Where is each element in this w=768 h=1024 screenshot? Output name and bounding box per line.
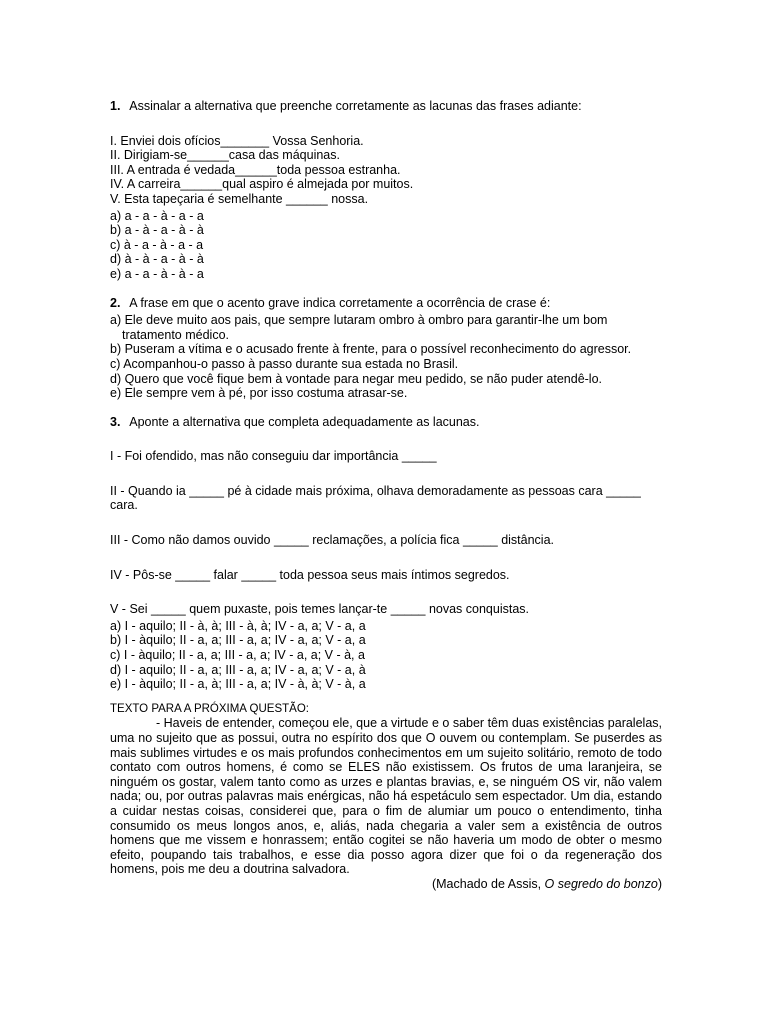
q1-sentence-2: II. Dirigiam-se______casa das máquinas. [110, 148, 340, 163]
q1-option-c: c) à - a - à - a - a [110, 237, 204, 252]
q1-option-d: d) à - à - a - à - à [110, 252, 204, 267]
q3-item-2-continued: cara. [110, 498, 138, 513]
q3-option-b: b) I - àquilo; II - a, a; III - a, a; IV - a, a; V - a, a [110, 633, 366, 648]
q1-sentence-5: V. Esta tapeçaria é semelhante ______ nossa. [110, 191, 369, 206]
q2-option-e: e) Ele sempre vem à pé, por isso costuma atrasar-se. [110, 386, 408, 401]
q3-option-e: e) I - àquilo; II - a, à; III - a, a; IV - à, à; V - à, a [110, 677, 366, 692]
q2-option-b: b) Puseram a vítima e o acusado frente à frente, para o possível reconhecimento do agressor. [110, 342, 632, 357]
q1-option-b: b) a - à - a - à - à [110, 223, 204, 238]
question-2-prompt [110, 296, 662, 311]
q1-option-a: a) a - a - à - a - a [110, 208, 204, 223]
q2-option-a: a) Ele deve muito aos pais, que sempre lutaram ombro à ombro para garantir-lhe um bom [110, 313, 608, 328]
q2-option-d: d) Quero que você fique bem à vontade para negar meu pedido, se não puder atendê-lo. [110, 371, 603, 386]
q2-option-c: c) Acompanhou-o passo à passo durante sua estada no Brasil. [110, 356, 459, 371]
question-1-text: Assinalar a alternativa que preenche corretamente as lacunas das frases adiante: [129, 99, 582, 113]
question-1-prompt [110, 99, 662, 114]
question-3-number: 3. [110, 414, 121, 429]
q1-sentence-3: III. A entrada é vedada______toda pessoa estranha. [110, 162, 401, 177]
q3-option-a: a) I - aquilo; II - à, à; III - à, à; IV - a, a; V - a, a [110, 618, 366, 633]
citation-close: ) [657, 876, 662, 891]
question-2-number: 2. [110, 295, 121, 310]
q3-option-d: d) I - aquilo; II - a, a; III - a, a; IV - a, a; V - a, à [110, 662, 366, 677]
q3-item-3: III - Como não damos ouvido _____ reclamações, a polícia fica _____ distância. [110, 533, 555, 548]
exam-content [110, 99, 662, 892]
passage-heading: TEXTO PARA A PRÓXIMA QUESTÃO: [110, 702, 309, 715]
passage-text [110, 716, 662, 877]
q1-option-e: e) a - a - à - à - a [110, 266, 204, 281]
q3-option-c: c) I - àquilo; II - a, a; III - a, a; IV - a, a; V - à, a [110, 648, 365, 663]
q3-item-2: II - Quando ia _____ pé à cidade mais próxima, olhava demoradamente as pessoas cara _____ [110, 483, 641, 498]
citation-title: O segredo do bonzo [544, 876, 658, 891]
q1-sentence-4: IV. A carreira______qual aspiro é almejada por muitos. [110, 177, 414, 192]
question-1-number: 1. [110, 99, 121, 113]
citation-author: (Machado de Assis, [431, 876, 545, 891]
q2-option-a-continued: tratamento médico. [122, 327, 229, 342]
q3-item-1: I - Foi ofendido, mas não conseguiu dar importância _____ [110, 449, 437, 464]
passage-citation [110, 877, 662, 892]
q3-item-4: IV - Pôs-se _____ falar _____ toda pessoa seus mais íntimos segredos. [110, 567, 510, 582]
q3-item-5: V - Sei _____ quem puxaste, pois temes lançar-te _____ novas conquistas. [110, 602, 530, 617]
question-3-prompt [110, 415, 662, 430]
passage-body: - Haveis de entender, começou ele, que a virtude e o saber têm duas existências paralelas, uma no sujeito que as possui, outra no espírito dos que O ouvem ou contemplam. Se puserdes as mais sublimes virtudes e os mais profundos conhecimentos em um sujeito solitário, remoto de todo contato com outros homens, é como se ELES não existissem. Os frutos de uma laranjeira, se ninguém os gostar, valem tanto como as urzes e plantas bravias, e, se ninguém OS vir, não valem nada; ou, por outras palavras mais enérgicas, não há espetáculo sem espectador. Um dia, estando a cuidar nestas coisas, considerei que, para o fim de alumiar um pouco o entendimento, tinha consumido os meus longos anos, e, aliás, nada chegaria a valer sem a existência de outros homens que me vissem e honrassem; então cogitei se não haveria um modo de obter o mesmo efeito, poupando tais trabalhos, e esse dia posso agora dizer que foi o da regeneração dos homens, pois me deu a doutrina salvadora. [110, 716, 662, 877]
question-3-text: Aponte a alternativa que completa adequadamente as lacunas. [129, 414, 480, 429]
question-2-text: A frase em que o acento grave indica corretamente a ocorrência de crase é: [129, 295, 551, 310]
q1-sentence-1: I. Enviei dois ofícios_______ Vossa Senhoria. [110, 133, 364, 148]
